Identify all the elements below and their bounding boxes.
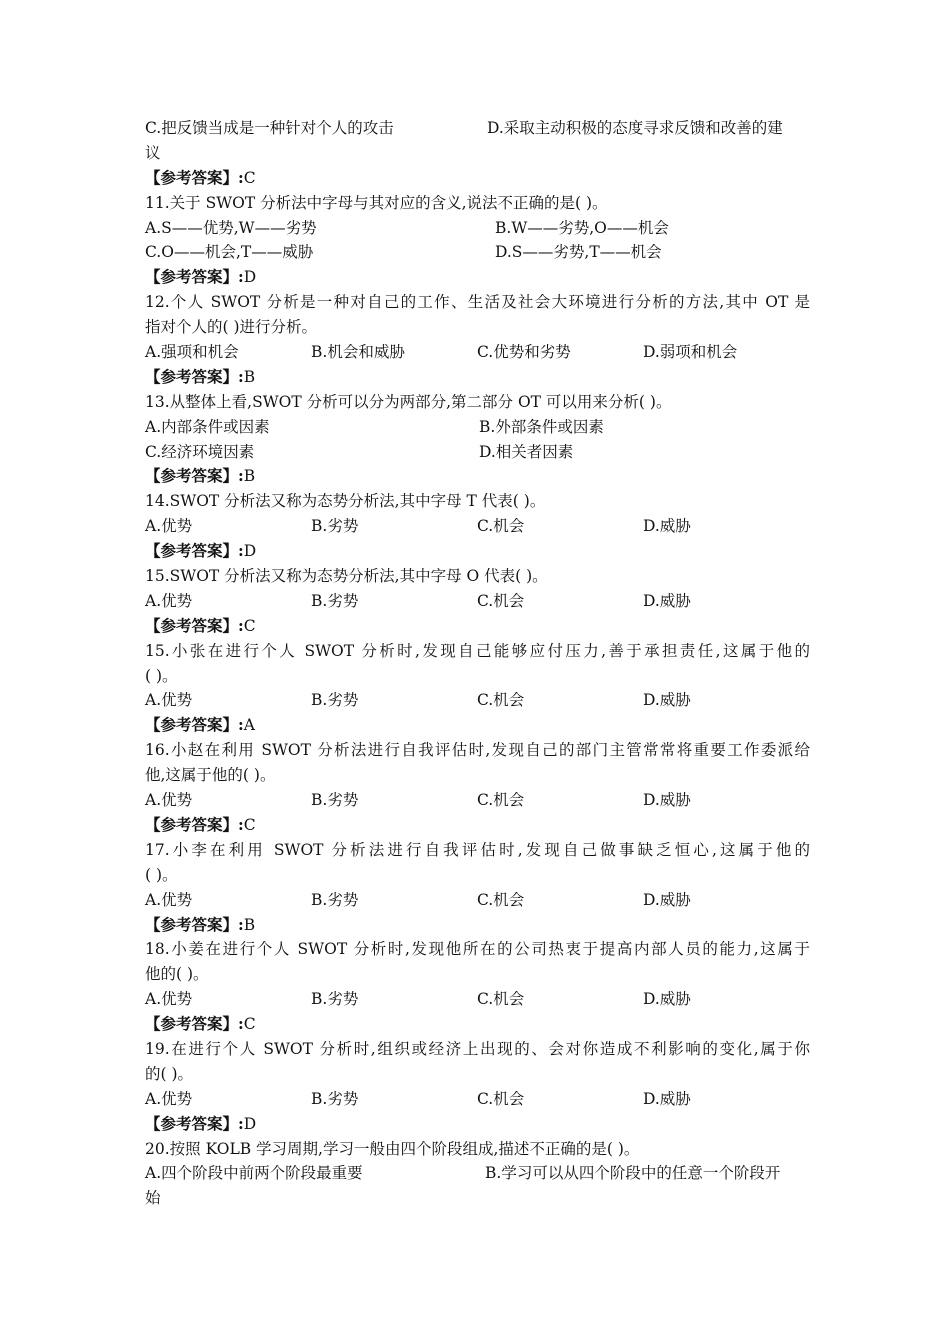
answer [145,913,810,938]
options-row [145,987,810,1012]
answer [145,1012,810,1037]
answer-label: 【参考答案】: [145,366,244,386]
options-row [145,240,810,265]
q20-stem: 20.按照 KOLB 学习周期,学习一般由四个阶段组成,描述不正确的是( )。 [145,1139,640,1158]
option-c: C.机会 [477,1089,525,1108]
option-a: A.优势 [145,591,193,610]
question-stem: ( )。 [145,865,178,884]
question-stem: 指对个人的( )进行分析。 [145,318,318,337]
option-b: B.外部条件或因素 [479,417,604,436]
option-c: C.经济环境因素 [145,442,255,461]
option-d: D.威胁 [643,1089,691,1108]
option-a: A.优势 [145,990,193,1009]
option-b: B.劣势 [311,890,359,909]
answer-value: B [243,915,256,934]
question-stem: 12.个人 SWOT 分析是一种对自己的工作、生活及社会大环境进行分析的方法,其中 OT 是 [145,293,810,312]
answer-value: C [243,815,256,834]
question-stem: 15.SWOT 分析法又称为态势分析法,其中字母 O 代表( )。 [145,567,548,586]
q20-option-b-continued: 始 [145,1189,161,1208]
answer [145,464,810,489]
options-row [145,788,810,813]
option-d: D.相关者因素 [479,442,574,461]
answer [145,614,810,639]
options-row [145,440,810,465]
option-b: B.机会和威胁 [311,343,405,362]
options-row [145,1087,810,1112]
q20-option-b: B.学习可以从四个阶段中的任意一个阶段开 [485,1164,781,1183]
answer-value: B [243,467,256,486]
question-stem: 的( )。 [145,1064,194,1083]
option-a: A.优势 [145,517,193,536]
answer-value: A [243,716,255,735]
answer-value: B [243,367,256,386]
option-b: B.劣势 [311,591,359,610]
answer-label: 【参考答案】: [145,167,244,187]
options-row [145,340,810,365]
option-b: B.劣势 [311,517,359,536]
answer-value: C [243,616,256,635]
option-d: D.弱项和机会 [643,343,738,362]
question-stem: 14.SWOT 分析法又称为态势分析法,其中字母 T 代表( )。 [145,492,546,511]
answer-label: 【参考答案】: [145,914,244,934]
question-stem: 17.小李在利用 SWOT 分析法进行自我评估时,发现自己做事缺乏恒心,这属于他的 [145,840,810,859]
option-a: A.优势 [145,890,193,909]
answer-label: 【参考答案】: [145,715,244,735]
option-d: D.威胁 [643,890,691,909]
option-b: B.劣势 [311,1089,359,1108]
question-stem: 16.小赵在利用 SWOT 分析法进行自我评估时,发现自己的部门主管常常将重要工作委派给 [145,741,810,760]
option-c: C.机会 [477,890,525,909]
question-stem: 他,这属于他的( )。 [145,766,276,785]
answer-label: 【参考答案】: [145,466,244,486]
option-d: D.威胁 [643,791,691,810]
option-b: B.W——劣势,O——机会 [495,218,669,237]
answer [145,713,810,738]
answer [145,1112,810,1137]
exam-content [145,116,810,1211]
options-row [145,888,810,913]
q10-option-d-continued: 议 [145,143,161,162]
answer-value: C [243,168,256,187]
option-c: C.机会 [477,691,525,710]
option-a: A.优势 [145,1089,193,1108]
answer [145,813,810,838]
answer-label: 【参考答案】: [145,1014,244,1034]
options-row [145,415,810,440]
option-d: D.威胁 [643,990,691,1009]
option-c: C.O——机会,T——威胁 [145,243,314,262]
answer-value: D [243,1114,257,1133]
answer-label: 【参考答案】: [145,1113,244,1133]
option-a: A.S——优势,W——劣势 [145,218,317,237]
option-b: B.劣势 [311,791,359,810]
answer-value: C [243,1015,256,1034]
option-c: C.机会 [477,990,525,1009]
option-b: B.劣势 [311,990,359,1009]
answer-label: 【参考答案】: [145,615,244,635]
options-row [145,514,810,539]
question-stem: 13.从整体上看,SWOT 分析可以分为两部分,第二部分 OT 可以用来分析( )。 [145,392,672,411]
answer-label: 【参考答案】: [145,814,244,834]
option-d: D.S——劣势,T——机会 [495,243,662,262]
question-stem: ( )。 [145,666,178,685]
option-a: A.优势 [145,691,193,710]
option-c: C.机会 [477,591,525,610]
option-a: A.强项和机会 [145,343,239,362]
q10-option-d: D.采取主动积极的态度寻求反馈和改善的建 [487,119,783,137]
option-a: A.内部条件或因素 [145,417,270,436]
answer [145,265,810,290]
option-b: B.劣势 [311,691,359,710]
question-stem: 18.小姜在进行个人 SWOT 分析时,发现他所在的公司热衷于提高内部人员的能力,这属于 [145,940,810,959]
answer-value: D [243,268,257,287]
options-row [145,216,810,241]
question-stem: 15.小张在进行个人 SWOT 分析时,发现自己能够应付压力,善于承担责任,这属于他的 [145,641,810,660]
question-list [145,191,810,1137]
q10-option-c: C.把反馈当成是一种针对个人的攻击 [145,119,394,137]
question-stem: 19.在进行个人 SWOT 分析时,组织或经济上出现的、会对你造成不利影响的变化,属于你 [145,1039,810,1058]
question-stem: 他的( )。 [145,965,209,984]
answer [145,539,810,564]
q20-option-a: A.四个阶段中前两个阶段最重要 [145,1164,363,1183]
options-row [145,589,810,614]
answer [145,365,810,390]
q10-options-row [145,116,810,141]
option-a: A.优势 [145,791,193,810]
option-c: C.优势和劣势 [477,343,571,362]
option-d: D.威胁 [643,517,691,536]
answer-value: D [243,542,257,561]
q10-answer [145,166,810,191]
options-row [145,688,810,713]
q20-options-row [145,1161,810,1186]
option-c: C.机会 [477,791,525,810]
option-c: C.机会 [477,517,525,536]
option-d: D.威胁 [643,691,691,710]
answer-label: 【参考答案】: [145,267,244,287]
question-stem: 11.关于 SWOT 分析法中字母与其对应的含义,说法不正确的是( )。 [145,193,608,212]
option-d: D.威胁 [643,591,691,610]
answer-label: 【参考答案】: [145,541,244,561]
